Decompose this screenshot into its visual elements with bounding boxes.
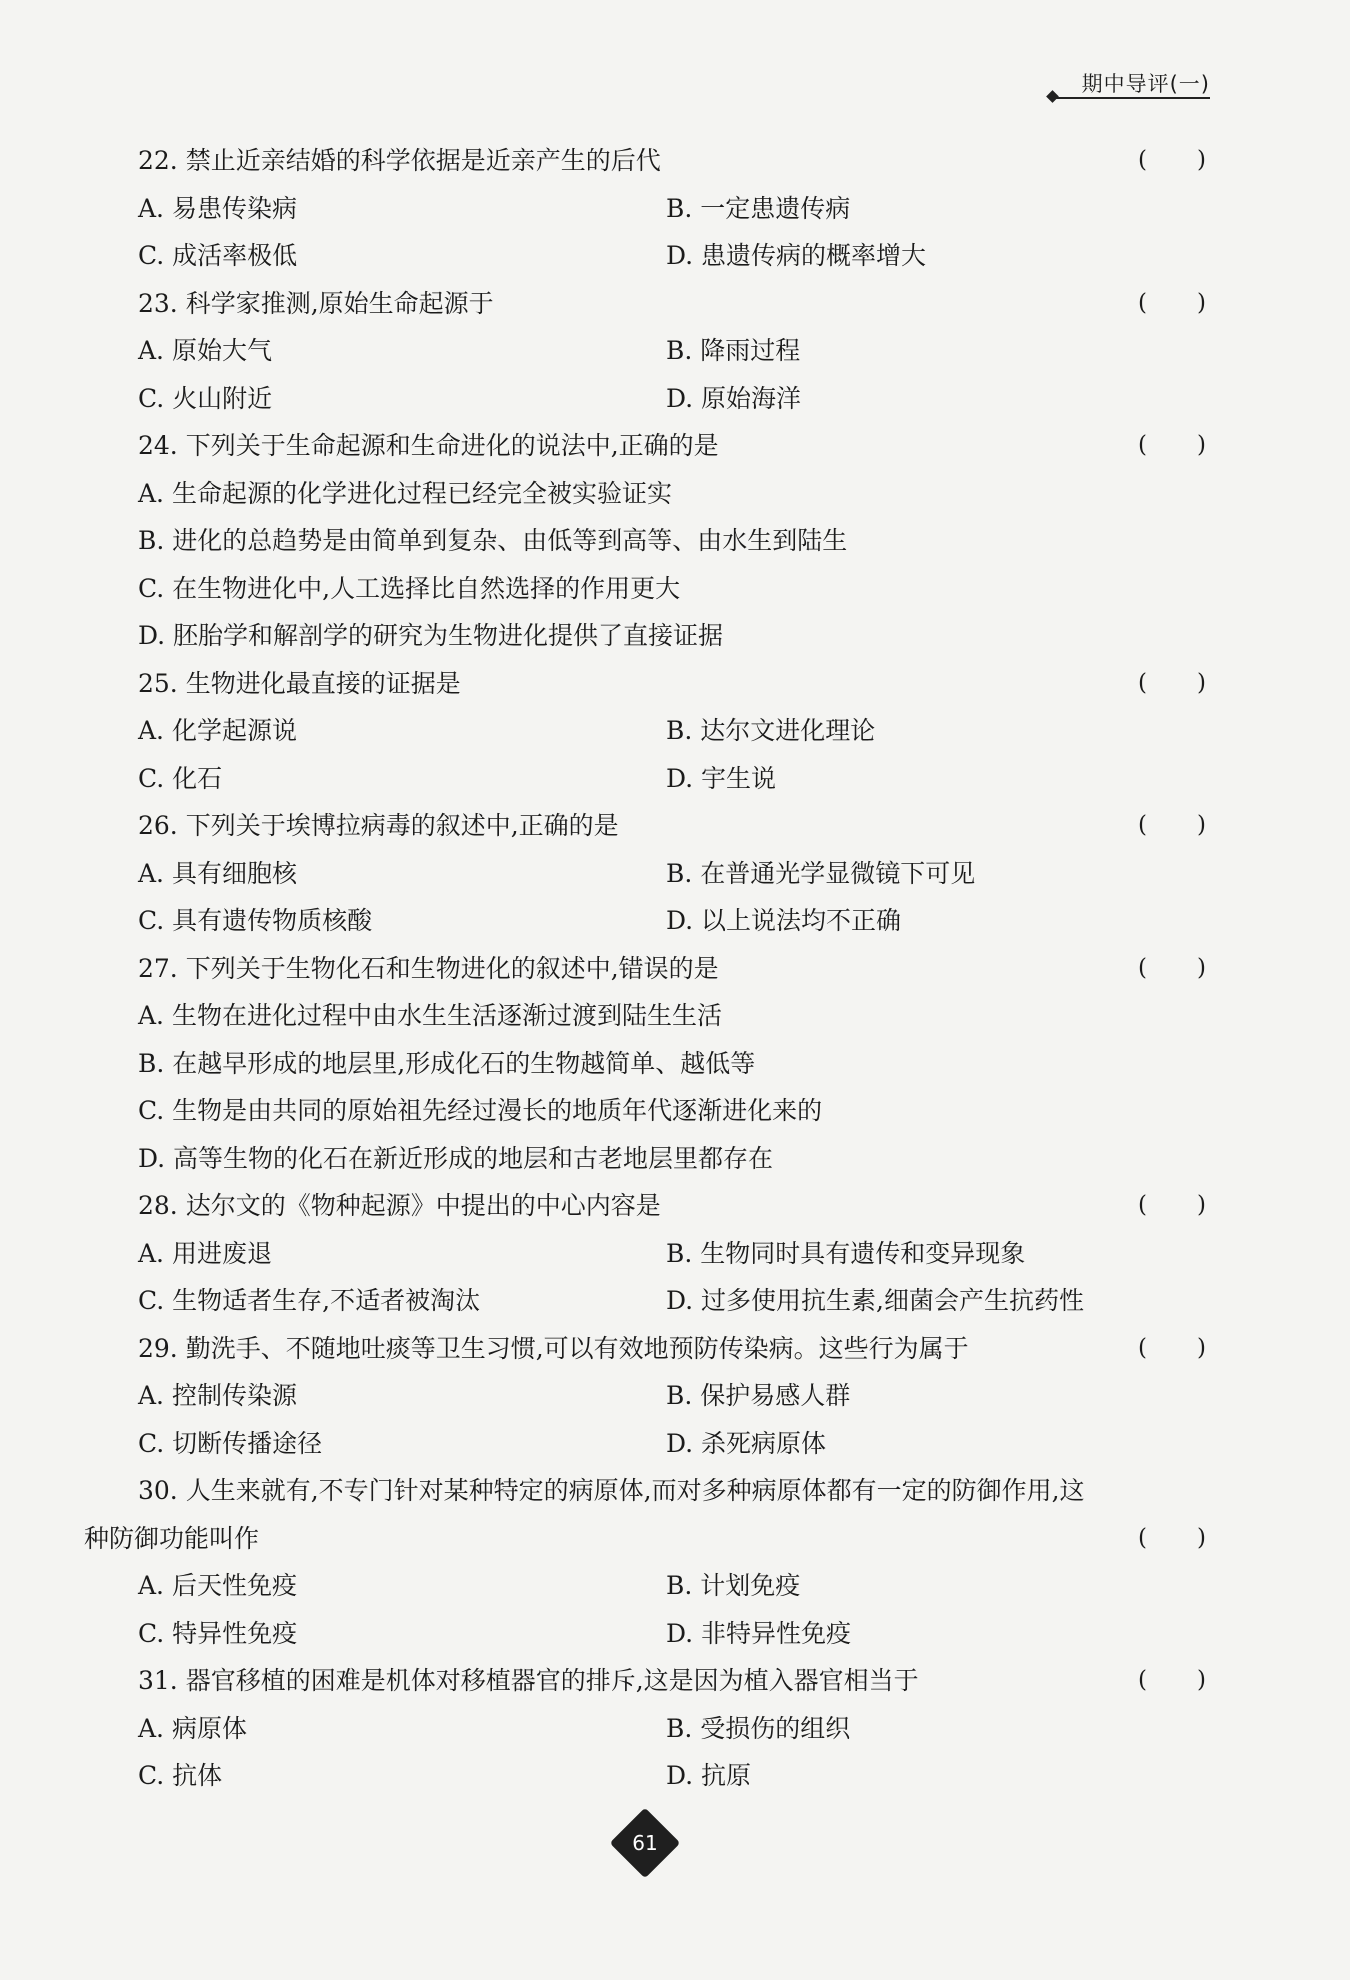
option-d: D. 非特异性免疫 — [666, 1618, 852, 1648]
answer-bracket: ( ) — [1138, 669, 1206, 696]
option-b: B. 保护易感人群 — [666, 1381, 851, 1410]
question-list — [84, 137, 1214, 1800]
option-a: A. 原始大气 — [138, 336, 272, 365]
question-stem — [84, 660, 1214, 708]
question-stem — [84, 137, 1214, 185]
option-row — [84, 375, 1214, 423]
option-row — [84, 1752, 1214, 1800]
option-row — [84, 1372, 1214, 1420]
option-a: A. 生命起源的化学进化过程已经完全被实验证实 — [138, 478, 672, 508]
option-row — [84, 1087, 1214, 1135]
question-22-stem: 22. 禁止近亲结婚的科学依据是近亲产生的后代 — [138, 146, 661, 175]
option-b: B. 受损伤的组织 — [666, 1713, 851, 1743]
option-row — [84, 850, 1214, 898]
option-row — [84, 517, 1214, 565]
option-a: A. 易患传染病 — [138, 193, 297, 223]
option-row — [84, 470, 1214, 518]
option-d: D. 抗原 — [666, 1761, 752, 1790]
option-a: A. 用进废退 — [138, 1238, 272, 1268]
option-a: A. 控制传染源 — [138, 1381, 297, 1410]
option-c: C. 生物是由共同的原始祖先经过漫长的地质年代逐渐进化来的 — [138, 1096, 823, 1125]
answer-bracket: ( ) — [1138, 289, 1206, 316]
option-d: D. 宇生说 — [666, 763, 777, 793]
answer-bracket: ( ) — [1138, 432, 1206, 458]
option-c: C. 生物适者生存,不适者被淘汰 — [138, 1286, 481, 1315]
option-row — [84, 1562, 1214, 1610]
answer-bracket: ( ) — [1138, 1524, 1206, 1551]
question-stem-continued — [84, 1515, 1214, 1563]
option-b: B. 在普通光学显微镜下可见 — [666, 858, 976, 888]
question-26-stem: 26. 下列关于埃博拉病毒的叙述中,正确的是 — [138, 811, 619, 840]
section-header: 期中导评(一) — [1081, 72, 1210, 96]
question-28-stem: 28. 达尔文的《物种起源》中提出的中心内容是 — [138, 1191, 661, 1220]
option-row — [84, 565, 1214, 613]
question-25-stem: 25. 生物进化最直接的证据是 — [138, 668, 461, 698]
header-rule — [1052, 97, 1210, 99]
answer-bracket: ( ) — [1138, 1192, 1206, 1218]
question-stem — [84, 1467, 1214, 1515]
page-number: 61 — [632, 1831, 658, 1855]
option-d: D. 过多使用抗生素,细菌会产生抗药性 — [666, 1286, 1084, 1315]
question-stem — [84, 1657, 1214, 1705]
option-a: A. 病原体 — [138, 1713, 247, 1743]
option-c: C. 抗体 — [138, 1761, 223, 1790]
option-d: D. 胚胎学和解剖学的研究为生物进化提供了直接证据 — [138, 621, 724, 650]
question-stem — [84, 945, 1214, 993]
header-diamond-icon — [1046, 90, 1059, 103]
option-row — [84, 897, 1214, 945]
option-row — [84, 327, 1214, 375]
answer-bracket: ( ) — [1138, 954, 1206, 981]
question-stem — [84, 1182, 1214, 1230]
option-row — [84, 1135, 1214, 1183]
option-c: C. 火山附近 — [138, 383, 273, 413]
option-d: D. 原始海洋 — [666, 383, 802, 413]
question-23-stem: 23. 科学家推测,原始生命起源于 — [138, 288, 494, 318]
option-row — [84, 755, 1214, 803]
option-d: D. 以上说法均不正确 — [666, 906, 902, 935]
option-b: B. 生物同时具有遗传和变异现象 — [666, 1238, 1026, 1268]
option-a: A. 具有细胞核 — [138, 858, 297, 888]
option-a: A. 化学起源说 — [138, 716, 297, 745]
question-27-stem: 27. 下列关于生物化石和生物进化的叙述中,错误的是 — [138, 953, 719, 983]
option-row — [84, 992, 1214, 1040]
answer-bracket: ( ) — [1138, 1334, 1206, 1361]
answer-bracket: ( ) — [1138, 1667, 1206, 1693]
option-b: B. 计划免疫 — [666, 1571, 801, 1600]
option-row — [84, 232, 1214, 280]
option-c: C. 化石 — [138, 763, 223, 793]
question-31-stem: 31. 器官移植的困难是机体对移植器官的排斥,这是因为植入器官相当于 — [138, 1666, 919, 1695]
option-row — [84, 707, 1214, 755]
option-b: B. 达尔文进化理论 — [666, 716, 876, 745]
option-a: A. 生物在进化过程中由水生生活逐渐过渡到陆生生活 — [138, 1001, 722, 1030]
option-a: A. 后天性免疫 — [138, 1571, 297, 1600]
question-stem — [84, 1325, 1214, 1373]
question-stem — [84, 422, 1214, 470]
option-row — [84, 185, 1214, 233]
question-30-stem: 30. 人生来就有,不专门针对某种特定的病原体,而对多种病原体都有一定的防御作用,这 — [138, 1476, 1085, 1505]
option-b: B. 一定患遗传病 — [666, 193, 851, 223]
option-row — [84, 1705, 1214, 1753]
question-29-stem: 29. 勤洗手、不随地吐痰等卫生习惯,可以有效地预防传染病。这些行为属于 — [138, 1333, 969, 1363]
option-row — [84, 1040, 1214, 1088]
option-row — [84, 1420, 1214, 1468]
option-b: B. 进化的总趋势是由简单到复杂、由低等到高等、由水生到陆生 — [138, 526, 848, 555]
option-b: B. 降雨过程 — [666, 336, 801, 365]
option-c: C. 具有遗传物质核酸 — [138, 906, 373, 935]
option-d: D. 高等生物的化石在新近形成的地层和古老地层里都存在 — [138, 1143, 774, 1173]
answer-bracket: ( ) — [1138, 812, 1206, 838]
option-row — [84, 612, 1214, 660]
answer-bracket: ( ) — [1138, 147, 1206, 173]
option-row — [84, 1277, 1214, 1325]
option-c: C. 成活率极低 — [138, 241, 298, 270]
option-c: C. 切断传播途径 — [138, 1428, 323, 1458]
option-d: D. 患遗传病的概率增大 — [666, 241, 927, 270]
question-stem — [84, 280, 1214, 328]
question-stem — [84, 802, 1214, 850]
option-row — [84, 1610, 1214, 1658]
option-d: D. 杀死病原体 — [666, 1428, 827, 1458]
option-c: C. 特异性免疫 — [138, 1618, 298, 1648]
option-row — [84, 1230, 1214, 1278]
option-b: B. 在越早形成的地层里,形成化石的生物越简单、越低等 — [138, 1048, 756, 1078]
option-c: C. 在生物进化中,人工选择比自然选择的作用更大 — [138, 573, 681, 603]
question-24-stem: 24. 下列关于生命起源和生命进化的说法中,正确的是 — [138, 431, 719, 460]
question-30-stem-continued: 种防御功能叫作 — [84, 1523, 260, 1553]
